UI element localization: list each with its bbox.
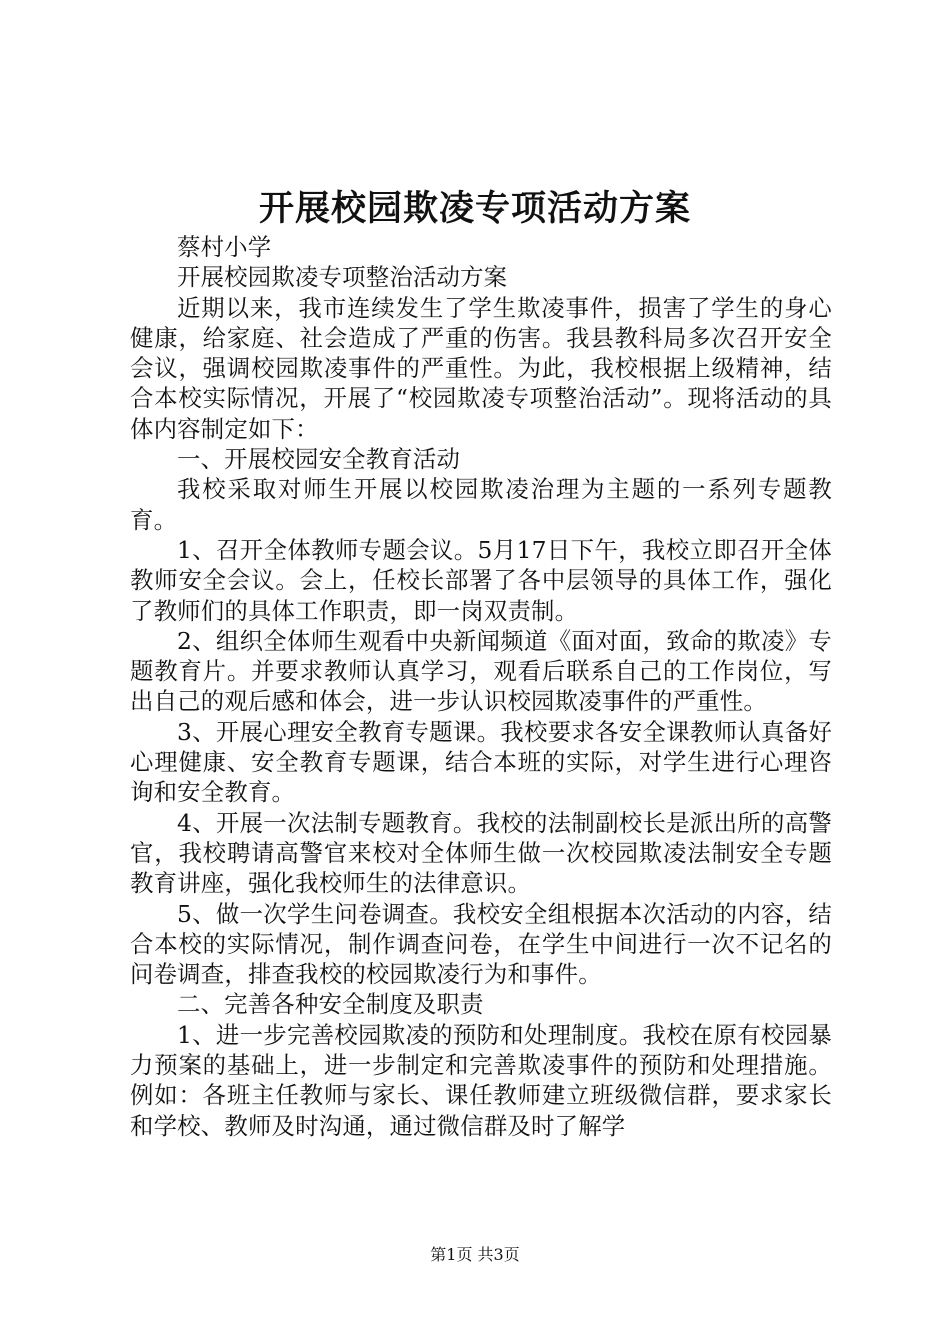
section-2-item-1: 1、进一步完善校园欺凌的预防和处理制度。我校在原有校园暴力预案的基础上，进一步制定和完善欺凌事件的预防和处理措施。例如：各班主任教师与家长、课任教师建立班级微信群，要求家长和学校、教师及时沟通，通过微信群及时了解学 — [130, 1020, 832, 1140]
plan-subtitle: 开展校园欺凌专项整治活动方案 — [177, 263, 508, 292]
page-footer: 第1页 共3页 — [430, 1245, 520, 1264]
document-body — [130, 232, 832, 1141]
section-1-item-2: 2、组织全体师生观看中央新闻频道《面对面，致命的欺凌》专题教育片。并要求教师认真学习，观看后联系自己的工作岗位，写出自己的观后感和体会，进一步认识校园欺凌事件的严重性。 — [130, 626, 832, 716]
intro-paragraph: 近期以来，我市连续发生了学生欺凌事件，损害了学生的身心健康，给家庭、社会造成了严重的伤害。我县教科局多次召开安全会议，强调校园欺凌事件的严重性。为此，我校根据上级精神，结合本校实际情况，开展了“校园欺凌专项整治活动”。现将活动的具体内容制定如下： — [130, 293, 832, 443]
section-1-item-3: 3、开展心理安全教育专题课。我校要求各安全课教师认真备好心理健康、安全教育专题课，结合本班的实际，对学生进行心理咨询和安全教育。 — [130, 717, 832, 807]
section-heading-2: 二、完善各种安全制度及职责 — [177, 990, 484, 1019]
section-1-item-5: 5、做一次学生问卷调查。我校安全组根据本次活动的内容，结合本校的实际情况，制作调查问卷，在学生中间进行一次不记名的问卷调查，排查我校的校园欺凌行为和事件。 — [130, 899, 832, 989]
section-1-item-4: 4、开展一次法制专题教育。我校的法制副校长是派出所的高警官，我校聘请高警官来校对全体师生做一次校园欺凌法制安全专题教育讲座，强化我校师生的法律意识。 — [130, 808, 832, 898]
section-heading-1: 一、开展校园安全教育活动 — [177, 445, 461, 474]
section-1-item-1: 1、召开全体教师专题会议。5月17日下午，我校立即召开全体教师安全会议。会上，任校长部署了各中层领导的具体工作，强化了教师们的具体工作职责，即一岗双责制。 — [130, 535, 832, 625]
school-name: 蔡村小学 — [177, 233, 272, 261]
document-title: 开展校园欺凌专项活动方案 — [258, 188, 691, 229]
section-1-intro: 我校采取对师生开展以校园欺凌治理为主题的一系列专题教育。 — [130, 475, 832, 534]
